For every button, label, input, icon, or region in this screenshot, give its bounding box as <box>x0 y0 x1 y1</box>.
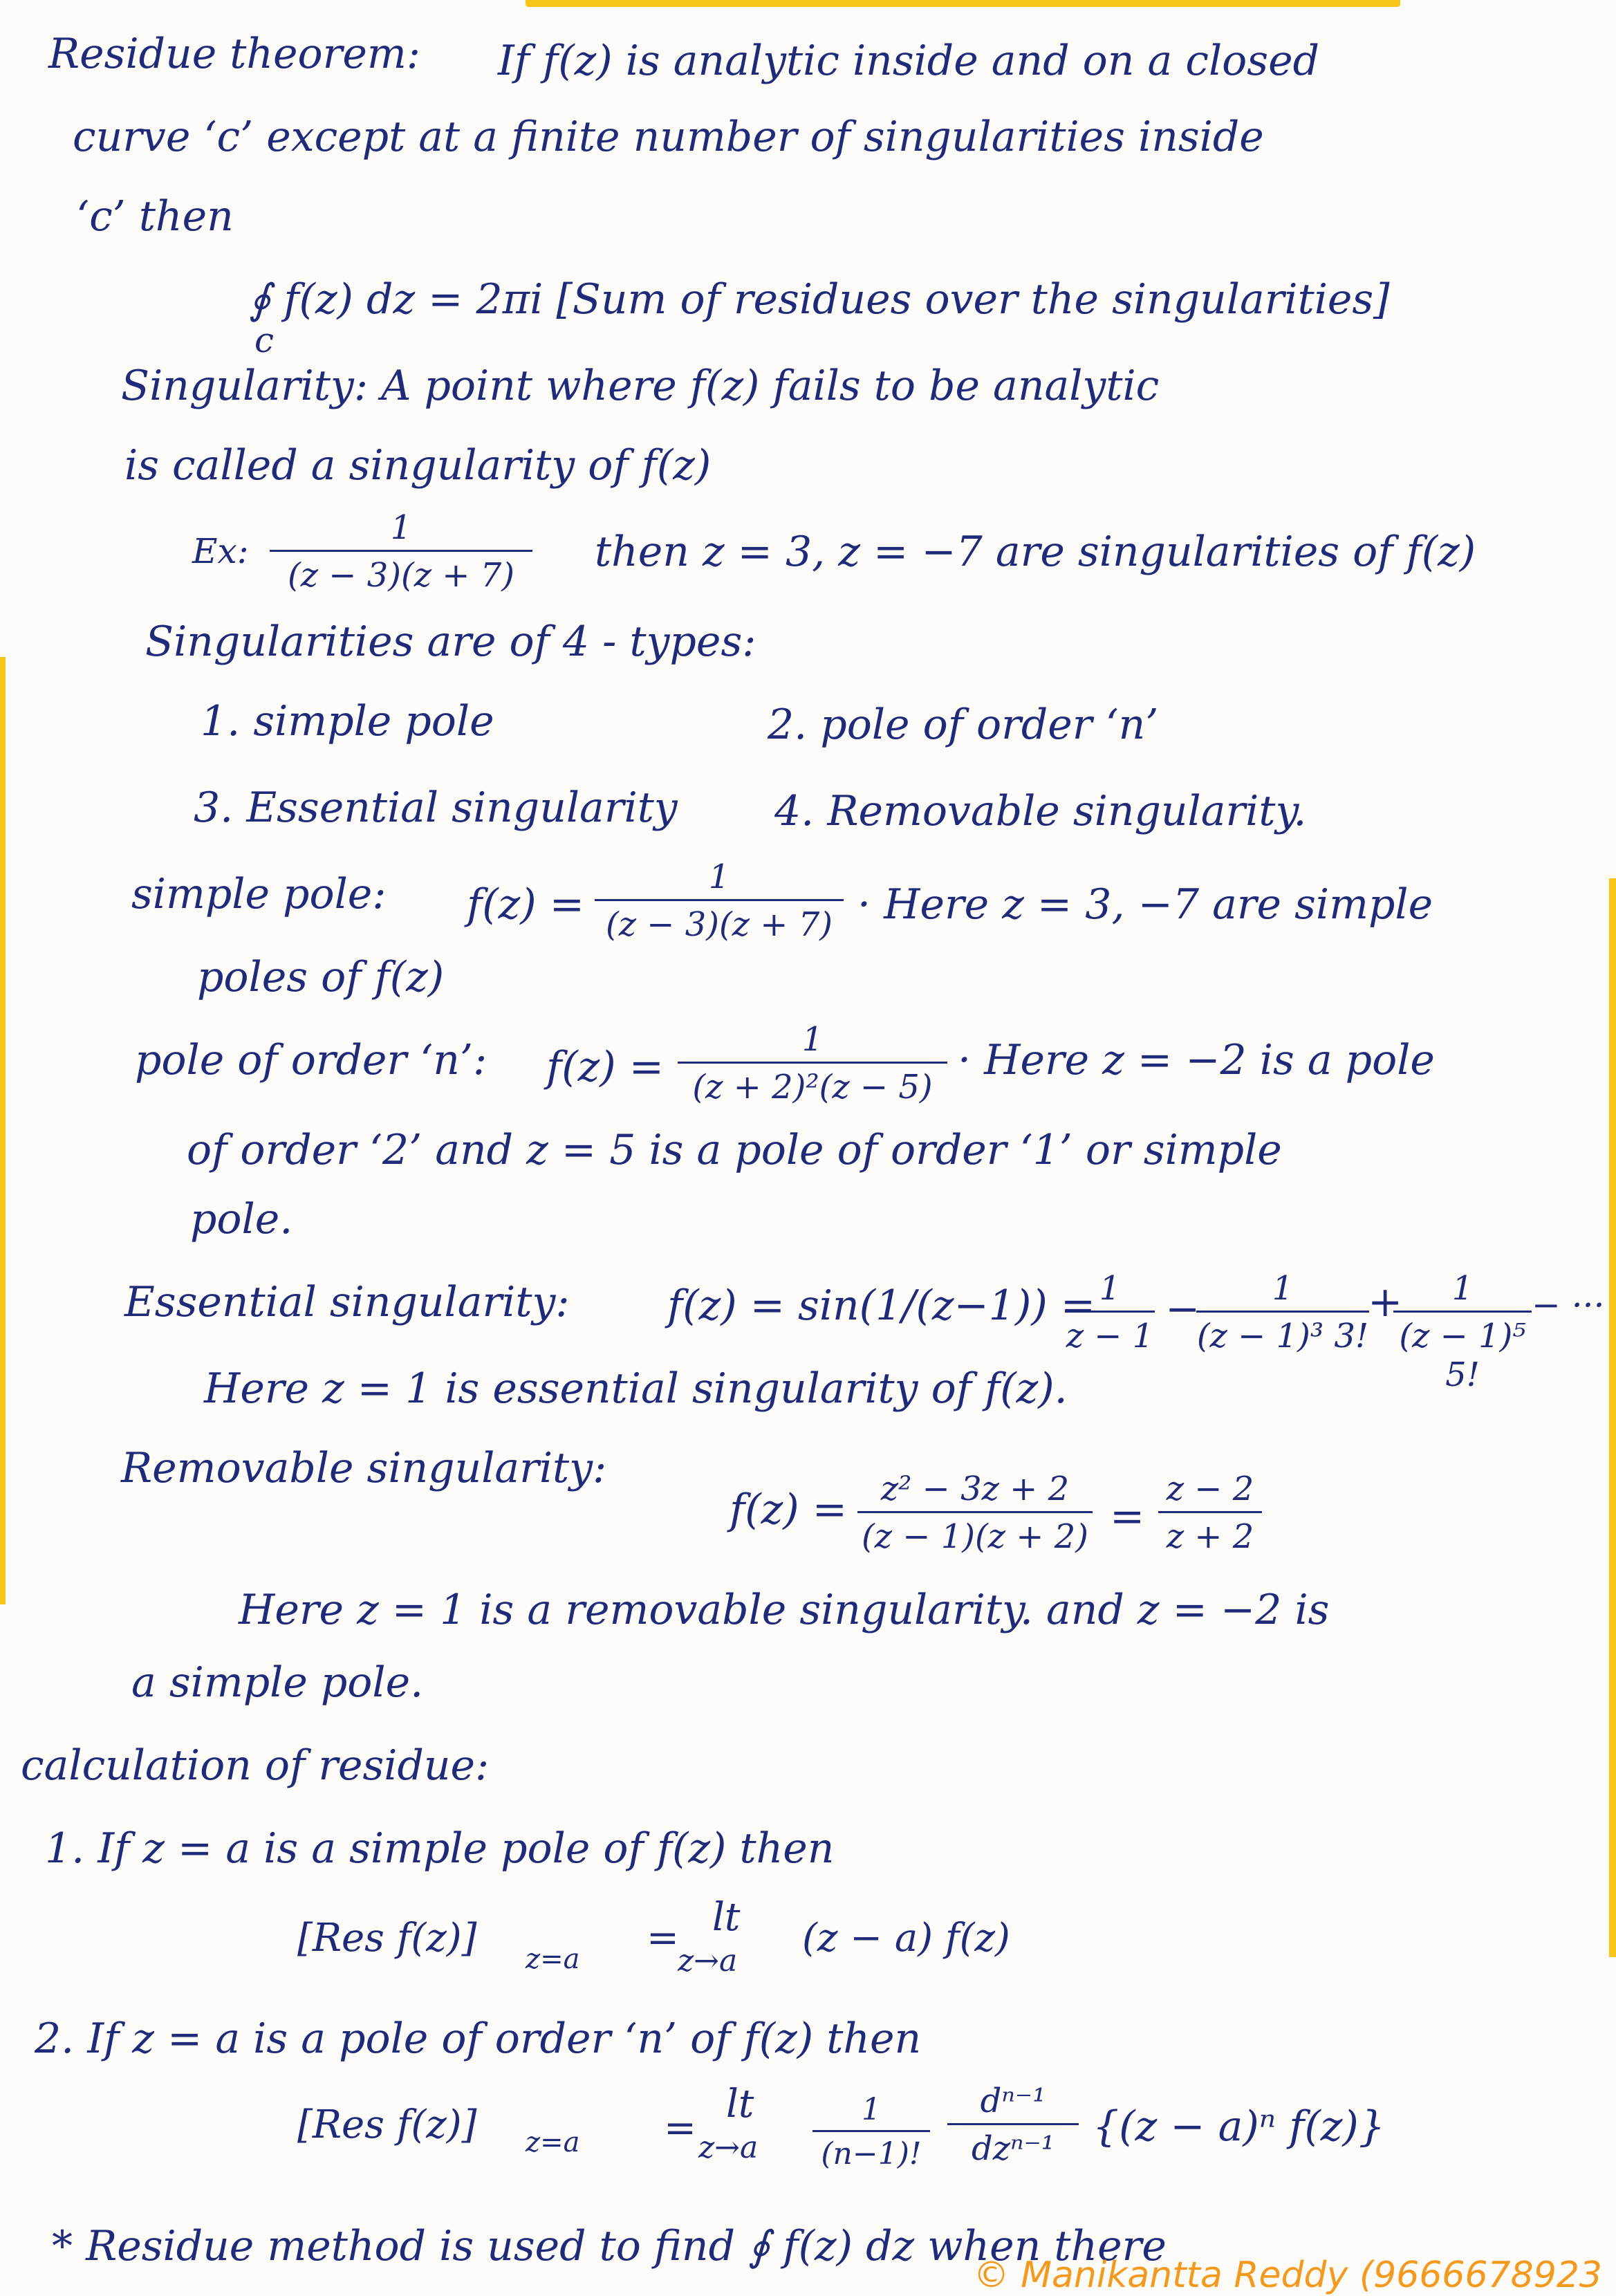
essential-label: Essential singularity: <box>124 1278 570 1326</box>
type-removable: 4. Removable singularity. <box>774 787 1307 835</box>
formula2-factorial-numerator: 1 <box>812 2092 930 2132</box>
simple-pole-lhs: f(z) = <box>467 880 584 929</box>
formula2-equals: = <box>664 2106 696 2151</box>
removable-equals: = <box>1110 1492 1145 1541</box>
example-fraction <box>270 508 532 595</box>
example-denominator: (z − 3)(z + 7) <box>287 556 515 595</box>
essential-minus: − <box>1165 1285 1200 1333</box>
formula2-factorial-fraction <box>812 2092 930 2172</box>
essential-term2-denominator: (z − 1)³ 3! <box>1196 1317 1369 1355</box>
formula1-equals: = <box>647 1916 679 1961</box>
residue-theorem-formula: ∮ f(z) dz = 2πi [Sum of residues over the singularities] <box>249 275 1390 324</box>
type-simple-pole: 1. simple pole <box>201 697 494 746</box>
formula2-derivative-fraction <box>947 2082 1079 2168</box>
removable-numerator1: z² − 3z + 2 <box>857 1470 1093 1513</box>
residue-method-note: * Residue method is used to find ∮ f(z) dz when there <box>52 2222 1167 2270</box>
removable-text2: a simple pole. <box>131 1658 424 1707</box>
rule1-text: 1. If z = a is a simple pole of f(z) then <box>45 1824 835 1873</box>
pole-order-n-numerator: 1 <box>678 1020 947 1064</box>
formula2-derivative-denominator: dzⁿ⁻¹ <box>971 2129 1055 2168</box>
singularity-definition-line2: is called a singularity of f(z) <box>124 441 712 490</box>
example-label: Ex: <box>192 531 249 571</box>
essential-dots: − ··· <box>1532 1285 1605 1325</box>
residue-theorem-line3: ‘c’ then <box>76 192 234 241</box>
formula2-limit-var: z→a <box>698 2130 759 2165</box>
essential-plus: + <box>1368 1278 1403 1326</box>
residue-theorem-heading: Residue theorem: <box>48 30 420 78</box>
removable-numerator2: z − 2 <box>1158 1470 1262 1513</box>
type-essential: 3. Essential singularity <box>194 784 678 832</box>
pole-order-n-text2: of order ‘2’ and z = 5 is a pole of order ‘1’ or simple <box>187 1126 1282 1174</box>
removable-label: Removable singularity: <box>121 1444 607 1492</box>
removable-denominator1: (z − 1)(z + 2) <box>861 1517 1089 1556</box>
essential-term3-denominator: (z − 1)⁵ 5! <box>1399 1317 1526 1394</box>
formula2-factorial-denominator: (n−1)! <box>821 2136 922 2172</box>
singularity-types-heading: Singularities are of 4 - types: <box>145 618 756 666</box>
pole-order-n-fraction <box>678 1020 947 1107</box>
formula1-limit: lt <box>712 1895 741 1940</box>
formula1-subscript: z=a <box>526 1943 580 1975</box>
essential-term3 <box>1393 1269 1532 1394</box>
essential-term3-numerator: 1 <box>1393 1269 1532 1313</box>
example-text: then z = 3, z = −7 are singularities of f(z) <box>595 528 1476 576</box>
essential-term1-numerator: 1 <box>1065 1269 1155 1313</box>
formula1-lhs: [Res f(z)] <box>297 1916 477 1961</box>
residue-theorem-line1: If f(z) is analytic inside and on a closed <box>498 37 1319 85</box>
formula2-subscript: z=a <box>526 2127 580 2158</box>
removable-fraction1 <box>857 1470 1093 1556</box>
pole-order-n-text: · Here z = −2 is a pole <box>958 1036 1435 1084</box>
formula2-lhs: [Res f(z)] <box>297 2102 477 2147</box>
rule2-text: 2. If z = a is a pole of order ‘n’ of f(z) then <box>35 2015 922 2063</box>
essential-term2-numerator: 1 <box>1196 1269 1369 1313</box>
simple-pole-denominator: (z − 3)(z + 7) <box>605 905 833 944</box>
formula2-derivative-numerator: dⁿ⁻¹ <box>947 2082 1079 2125</box>
removable-text: Here z = 1 is a removable singularity. and z = −2 is <box>239 1586 1330 1634</box>
simple-pole-numerator: 1 <box>595 858 844 901</box>
formula2-rhs: {(z − a)ⁿ f(z)} <box>1093 2102 1385 2151</box>
removable-fraction2 <box>1158 1470 1262 1556</box>
right-accent-bar <box>1609 878 1616 1957</box>
example-numerator: 1 <box>270 508 532 552</box>
removable-lhs: f(z) = <box>730 1485 847 1534</box>
simple-pole-text2: poles of f(z) <box>197 953 445 1001</box>
author-credit: © Manikantta Reddy (9666678923 <box>973 2255 1602 2296</box>
essential-term1 <box>1065 1269 1155 1355</box>
essential-lhs: f(z) = sin(1/(z−1)) = <box>667 1281 1096 1330</box>
pole-order-n-lhs: f(z) = <box>546 1043 664 1091</box>
simple-pole-fraction <box>595 858 844 944</box>
left-accent-bar <box>0 657 6 1604</box>
removable-denominator2: z + 2 <box>1166 1517 1254 1556</box>
essential-term2 <box>1196 1269 1369 1355</box>
pole-order-n-denominator: (z + 2)²(z − 5) <box>692 1068 933 1107</box>
residue-theorem-line2: curve ‘c’ except at a finite number of singularities inside <box>73 113 1264 161</box>
contour-label: c <box>254 320 275 360</box>
pole-order-n-label: pole of order ‘n’: <box>135 1036 487 1084</box>
simple-pole-label: simple pole: <box>131 870 387 918</box>
essential-term1-denominator: z − 1 <box>1066 1317 1154 1355</box>
type-pole-order-n: 2. pole of order ‘n’ <box>768 701 1159 749</box>
pole-order-n-text3: pole. <box>190 1195 293 1243</box>
formula1-limit-var: z→a <box>678 1943 738 1979</box>
top-accent-bar <box>526 0 1400 7</box>
singularity-definition-line1: Singularity: A point where f(z) fails to be analytic <box>121 362 1160 410</box>
formula2-limit: lt <box>726 2082 754 2127</box>
essential-text: Here z = 1 is essential singularity of f(z). <box>204 1364 1068 1413</box>
formula1-rhs: (z − a) f(z) <box>802 1916 1010 1961</box>
calculation-heading: calculation of residue: <box>21 1741 490 1790</box>
simple-pole-text: · Here z = 3, −7 are simple <box>857 880 1433 929</box>
